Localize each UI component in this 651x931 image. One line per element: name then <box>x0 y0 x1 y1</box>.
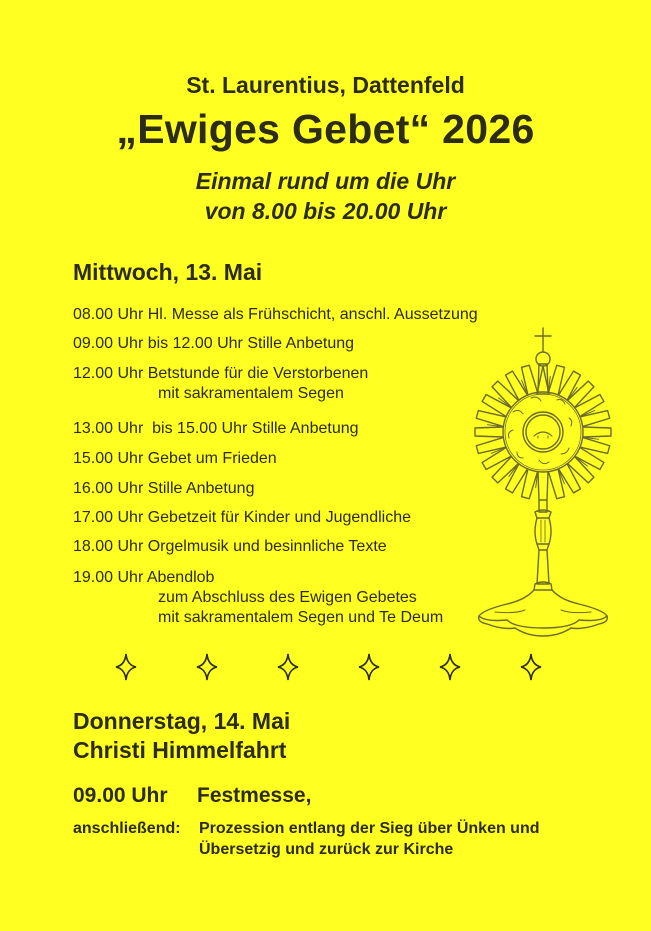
entry-text: 16.00 Uhr Stille Anbetung <box>73 480 255 497</box>
entry-text: 13.00 Uhr bis 15.00 Uhr Stille Anbetung <box>73 420 359 437</box>
procession-line-2: Übersetzig und zurück zur Kirche <box>199 841 454 858</box>
star-divider <box>0 652 651 682</box>
schedule-entry <box>73 419 359 439</box>
entry-text: 18.00 Uhr Orgelmusik und besinnliche Texte <box>73 538 387 555</box>
procession-label: anschließend: <box>73 820 181 837</box>
day2-heading <box>73 707 290 765</box>
page-title: „Ewiges Gebet“ 2026 <box>116 106 535 152</box>
schedule-entry <box>73 508 411 528</box>
entry-continuation: mit sakramentalem Segen <box>158 385 344 402</box>
four-point-star-icon <box>276 652 300 682</box>
four-point-star-icon <box>357 652 381 682</box>
subtitle-line-2: von 8.00 bis 20.00 Uhr <box>204 198 447 224</box>
schedule-entry <box>73 479 254 499</box>
schedule-entry <box>73 364 368 404</box>
entry-text: 09.00 Uhr bis 12.00 Uhr Stille Anbetung <box>73 335 355 352</box>
procession-line-1: Prozession entlang der Sieg über Ünken und <box>199 820 540 837</box>
four-point-star-icon <box>195 652 219 682</box>
subtitle-line-1: Einmal rund um die Uhr <box>195 168 456 194</box>
entry-continuation: zum Abschluss des Ewigen Gebetes <box>158 589 417 606</box>
day2-date: Donnerstag, 14. Mai <box>73 708 291 734</box>
procession-entry <box>73 818 540 860</box>
monstrance-icon <box>455 322 635 642</box>
festmesse-entry <box>73 784 311 808</box>
four-point-star-icon <box>438 652 462 682</box>
schedule-entry <box>73 568 443 628</box>
day2-feast: Christi Himmelfahrt <box>73 737 287 763</box>
entry-text: 15.00 Uhr Gebet um Frieden <box>73 450 277 467</box>
entry-text: 17.00 Uhr Gebetzeit für Kinder und Jugendliche <box>73 509 411 526</box>
festmesse-label: Festmesse, <box>197 784 312 807</box>
entry-text: 12.00 Uhr Betstunde für die Verstorbenen <box>73 365 369 382</box>
day1-heading: Mittwoch, 13. Mai <box>73 259 263 285</box>
schedule-entry <box>73 334 354 354</box>
four-point-star-icon <box>114 652 138 682</box>
four-point-star-icon <box>519 652 543 682</box>
entry-text: 08.00 Uhr Hl. Messe als Frühschicht, anschl. Aussetzung <box>73 306 478 323</box>
schedule-entry <box>73 449 277 469</box>
church-name: St. Laurentius, Dattenfeld <box>186 72 465 98</box>
schedule-entry <box>73 305 478 325</box>
entry-continuation: mit sakramentalem Segen und Te Deum <box>158 609 444 626</box>
festmesse-time: 09.00 Uhr <box>73 784 168 807</box>
entry-text: 19.00 Uhr Abendlob <box>73 569 215 586</box>
schedule-entry <box>73 537 387 557</box>
